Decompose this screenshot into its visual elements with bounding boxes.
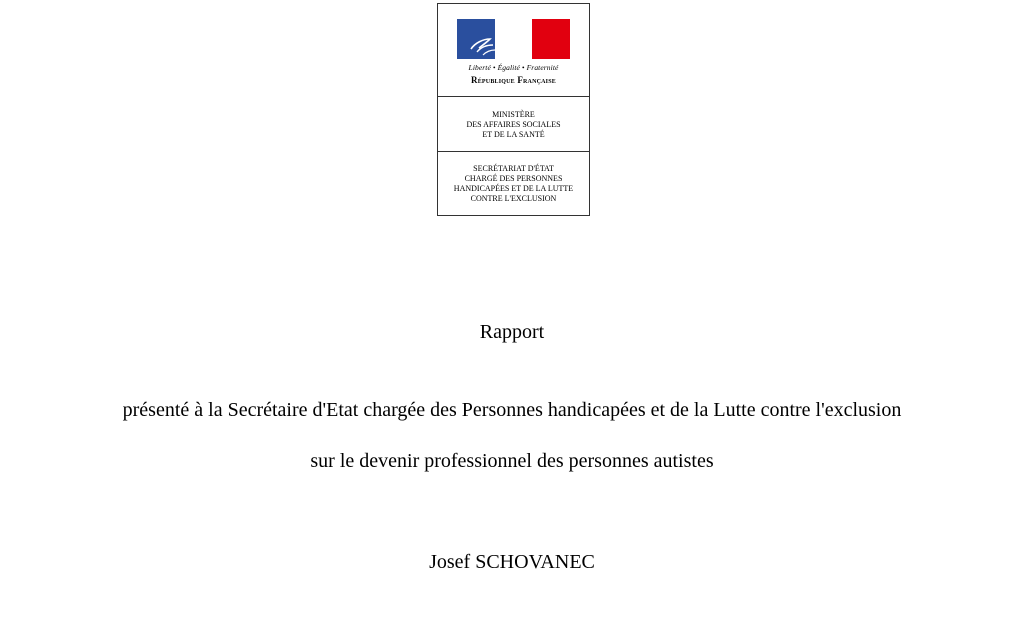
document-title: Rapport	[479, 321, 545, 343]
secretariat-line: CONTRE L'EXCLUSION	[470, 193, 557, 203]
republic-name: République Française	[471, 75, 556, 85]
document-presented-to: présenté à la Secrétaire d'Etat chargée des Personnes handicapées et de la Lutte contre l'exclusion	[122, 399, 902, 421]
ministry-line: ET DE LA SANTÉ	[482, 130, 545, 139]
secretariat-line: SECRÉTARIAT D'ÉTAT	[473, 163, 554, 173]
secretariat-line: HANDICAPÉES ET DE LA LUTTE	[453, 183, 574, 193]
document-author: Josef SCHOVANEC	[429, 551, 595, 573]
marianne-logo	[438, 4, 589, 97]
ministry-line: MINISTÈRE	[492, 110, 535, 119]
document-subject: sur le devenir professionnel des personnes autistes	[310, 450, 714, 472]
ministry-name	[438, 97, 589, 152]
secretariat-line: CHARGÉ DES PERSONNES	[464, 173, 563, 183]
republic-motto: Liberté • Égalité • Fraternité	[468, 63, 559, 72]
marianne-flag-icon	[457, 19, 570, 59]
secretariat-name	[438, 152, 589, 215]
ministry-line: DES AFFAIRES SOCIALES	[466, 120, 561, 129]
government-logo-block	[437, 3, 590, 216]
